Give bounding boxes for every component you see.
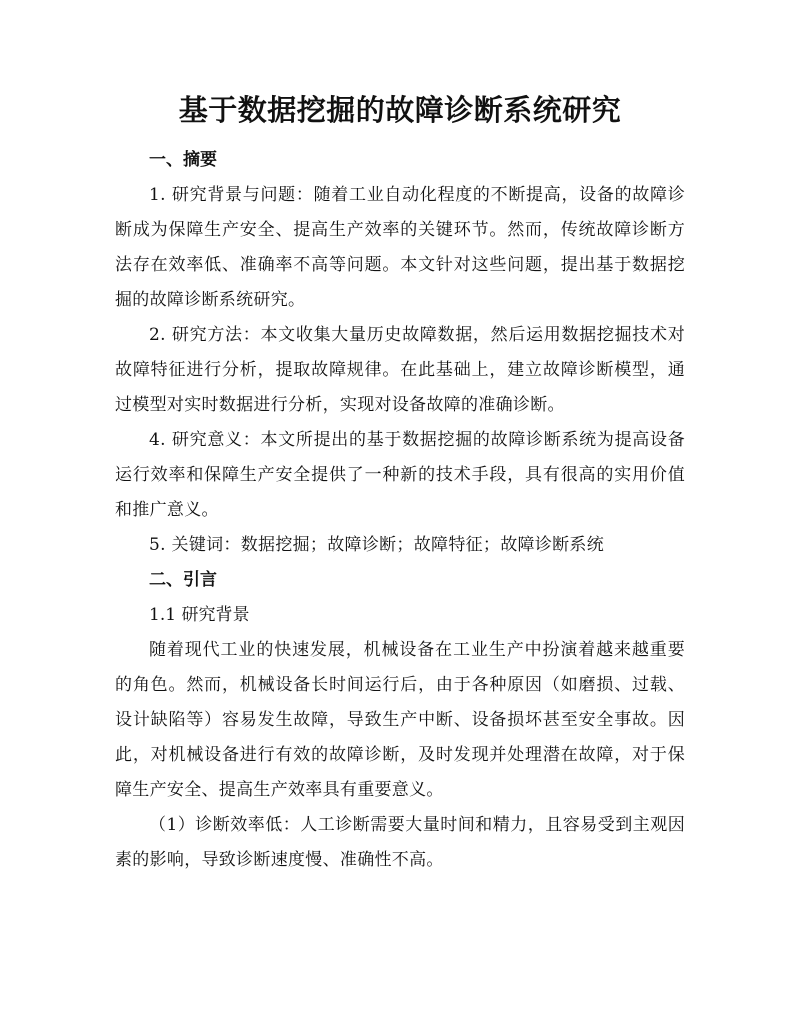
document-title: 基于数据挖掘的故障诊断系统研究 (178, 93, 622, 127)
abstract-paragraph-significance: 4. 研究意义：本文所提出的基于数据挖掘的故障诊断系统为提高设备运行效率和保障生产安全提供了一种新的技术手段，具有很高的实用价值和推广意义。 (115, 430, 685, 520)
introduction-paragraph-background: 随着现代工业的快速发展，机械设备在工业生产中扮演着越来越重要的角色。然而，机械设备长时间运行后，由于各种原因（如磨损、过载、设计缺陷等）容易发生故障，导致生产中断、设备损坏甚至安全事故。因此，对机械设备进行有效的故障诊断，及时发现并处理潜在故障，对于保障生产安全、提高生产效率具有重要意义。 (115, 640, 685, 800)
section-heading-introduction: 二、引言 (149, 570, 217, 590)
introduction-paragraph-efficiency: （1）诊断效率低：人工诊断需要大量时间和精力，且容易受到主观因素的影响，导致诊断速度慢、准确性不高。 (115, 815, 685, 870)
abstract-paragraph-keywords: 5. 关键词：数据挖掘；故障诊断；故障特征；故障诊断系统 (149, 535, 605, 555)
abstract-paragraph-background: 1. 研究背景与问题：随着工业自动化程度的不断提高，设备的故障诊断成为保障生产安全、提高生产效率的关键环节。然而，传统故障诊断方法存在效率低、准确率不高等问题。本文针对这些问题，提出基于数据挖掘的故障诊断系统研究。 (115, 185, 685, 310)
abstract-paragraph-method: 2. 研究方法：本文收集大量历史故障数据，然后运用数据挖掘技术对故障特征进行分析，提取故障规律。在此基础上，建立故障诊断模型，通过模型对实时数据进行分析，实现对设备故障的准确诊断。 (115, 325, 685, 415)
document-body (115, 143, 685, 878)
subsection-heading-background: 1.1 研究背景 (149, 605, 250, 625)
section-heading-abstract: 一、摘要 (149, 150, 217, 170)
